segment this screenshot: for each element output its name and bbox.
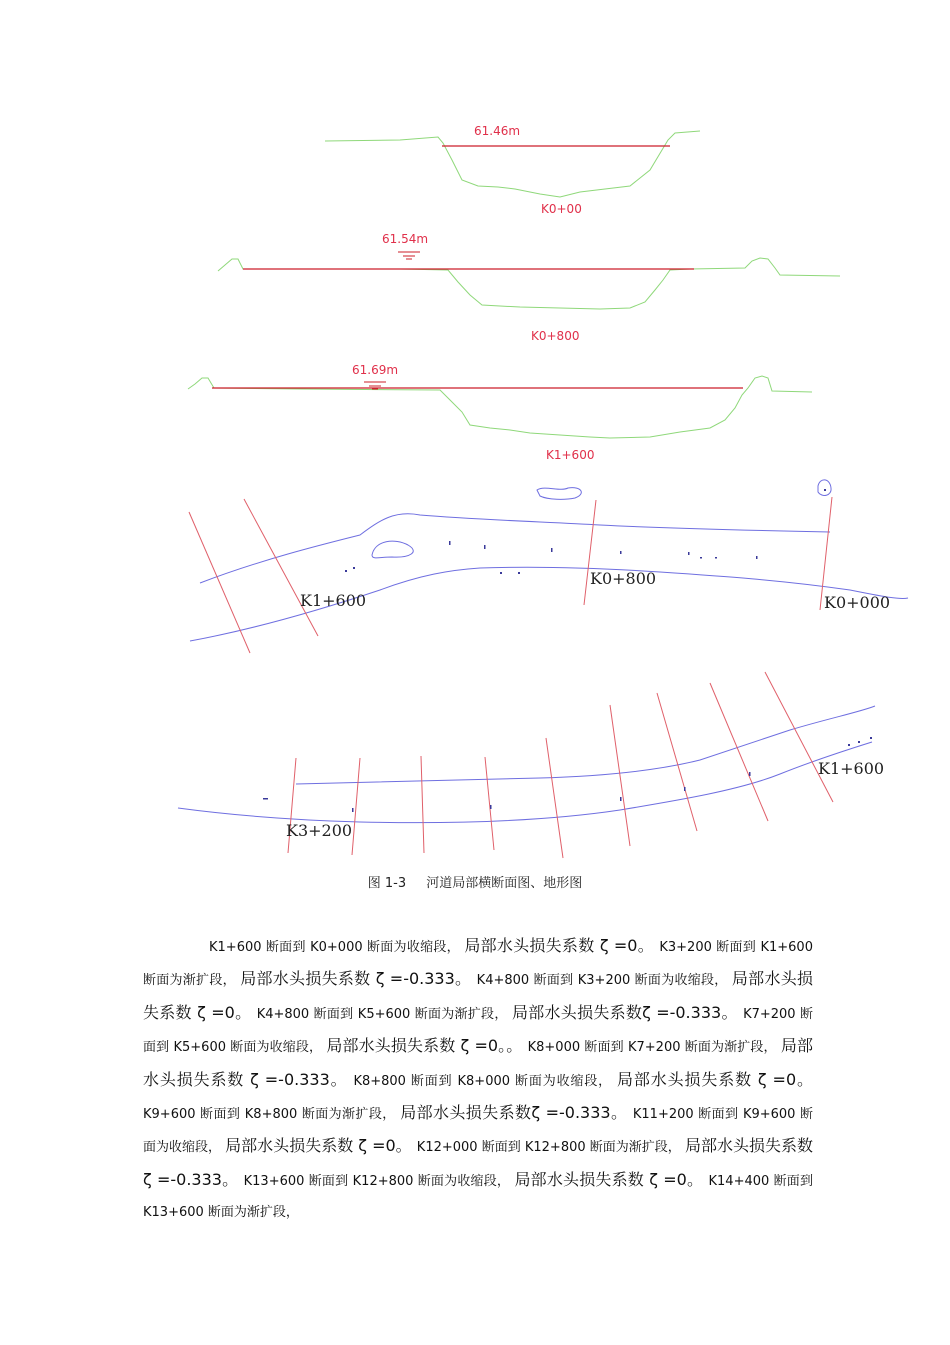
pond-shape: [818, 480, 831, 496]
figure-title: 河道局部横断面图、地形图: [426, 876, 583, 891]
text-segment: 局部水头损失系数 ζ =0。: [464, 936, 660, 955]
figure-number: 图 1-3: [367, 876, 407, 891]
river-bank-upper: [296, 706, 875, 784]
section-line: [352, 758, 360, 855]
text-segment: 局部水头损失系数 ζ =0。。: [326, 1036, 528, 1056]
station-label: K0+800: [531, 329, 580, 343]
text-segment: K8+000 断面到 K7+200 断面为渐扩段，: [527, 1040, 781, 1056]
plan-view-lower: [178, 672, 884, 858]
cross-section-3: [188, 363, 812, 462]
terrain-profile: [188, 376, 812, 438]
section-line: [710, 683, 768, 821]
text-segment: 局部水头损失系数 ζ =0。: [143, 969, 813, 1022]
text-segment: K4+800 断面到 K3+200 断面为收缩段，: [476, 973, 732, 989]
text-segment: K13+600 断面到 K12+800 断面为收缩段，: [243, 1173, 515, 1189]
section-line: [765, 672, 833, 802]
terrain-profile: [325, 131, 700, 197]
section-line: [189, 512, 250, 653]
pond-shape: [537, 488, 581, 500]
text-segment: 局部水头损失系数 ζ =0。: [514, 1169, 709, 1189]
station-label: K1+600: [546, 448, 595, 462]
station-label: K3+200: [286, 821, 353, 840]
figure-caption: [0, 872, 950, 891]
text-segment: K14+400 断面到 K13+600 断面为渐扩段，: [143, 1173, 813, 1221]
terrain-marks: [263, 737, 872, 812]
cross-section-2: [218, 232, 840, 343]
text-segment: K12+000 断面到 K12+800 断面为渐扩段，: [416, 1140, 685, 1156]
section-line: [610, 705, 630, 846]
island-shape: [372, 541, 413, 558]
text-segment: K1+600 断面到 K0+000 断面为收缩段，: [209, 940, 465, 955]
text-segment: K3+200 断面到 K1+600 断面为渐扩段，: [143, 940, 813, 989]
section-line: [584, 500, 596, 605]
text-segment: 局部水头损失系数 ζ =-0.333。: [240, 969, 477, 989]
cross-section-1: [325, 124, 700, 216]
text-segment: 局部水头损失系数ζ =-0.333。: [400, 1103, 633, 1123]
body-paragraph: [143, 930, 813, 1229]
text-segment: K11+200 断面到 K9+600 断面为收缩段，: [143, 1107, 813, 1156]
text-segment: K8+800 断面到 K8+000 断面为收缩段，: [353, 1073, 618, 1089]
text-segment: 局部水头损失系数 ζ =0。: [225, 1136, 417, 1156]
section-line: [244, 499, 318, 636]
river-bank-lower: [190, 567, 908, 641]
section-line: [546, 738, 563, 858]
river-bank-upper: [200, 514, 830, 583]
text-segment: K7+200 断面到 K5+600 断面为收缩段，: [143, 1006, 813, 1056]
terrain-profile: [218, 258, 840, 309]
text-segment: 局部水头损失系数 ζ =-0.333。: [143, 1136, 813, 1189]
station-label: K1+600: [300, 591, 367, 610]
plan-view-upper: [189, 480, 908, 653]
section-line: [421, 756, 424, 853]
text-segment: 局部水头损失系数ζ =-0.333。: [512, 1002, 744, 1022]
river-bank-lower: [178, 742, 872, 823]
water-level-symbol: [398, 252, 420, 259]
terrain-marks: [345, 489, 826, 574]
water-level-label: 61.46m: [474, 124, 521, 138]
water-level-label: 61.54m: [382, 232, 429, 246]
station-label: K0+000: [824, 593, 891, 612]
water-level-label: 61.69m: [352, 363, 399, 377]
station-label: K0+00: [541, 202, 582, 216]
section-line: [485, 757, 494, 850]
text-segment: 局部水头损失系数 ζ =-0.333。: [143, 1036, 813, 1089]
text-segment: K9+600 断面到 K8+800 断面为渐扩段，: [143, 1107, 401, 1123]
station-label: K1+600: [818, 759, 885, 778]
text-segment: K4+800 断面到 K5+600 断面为渐扩段，: [256, 1006, 512, 1022]
station-label: K0+800: [590, 569, 657, 588]
paragraph-text: [143, 930, 813, 1229]
text-segment: 局部水头损失系数 ζ =0。: [617, 1069, 813, 1089]
